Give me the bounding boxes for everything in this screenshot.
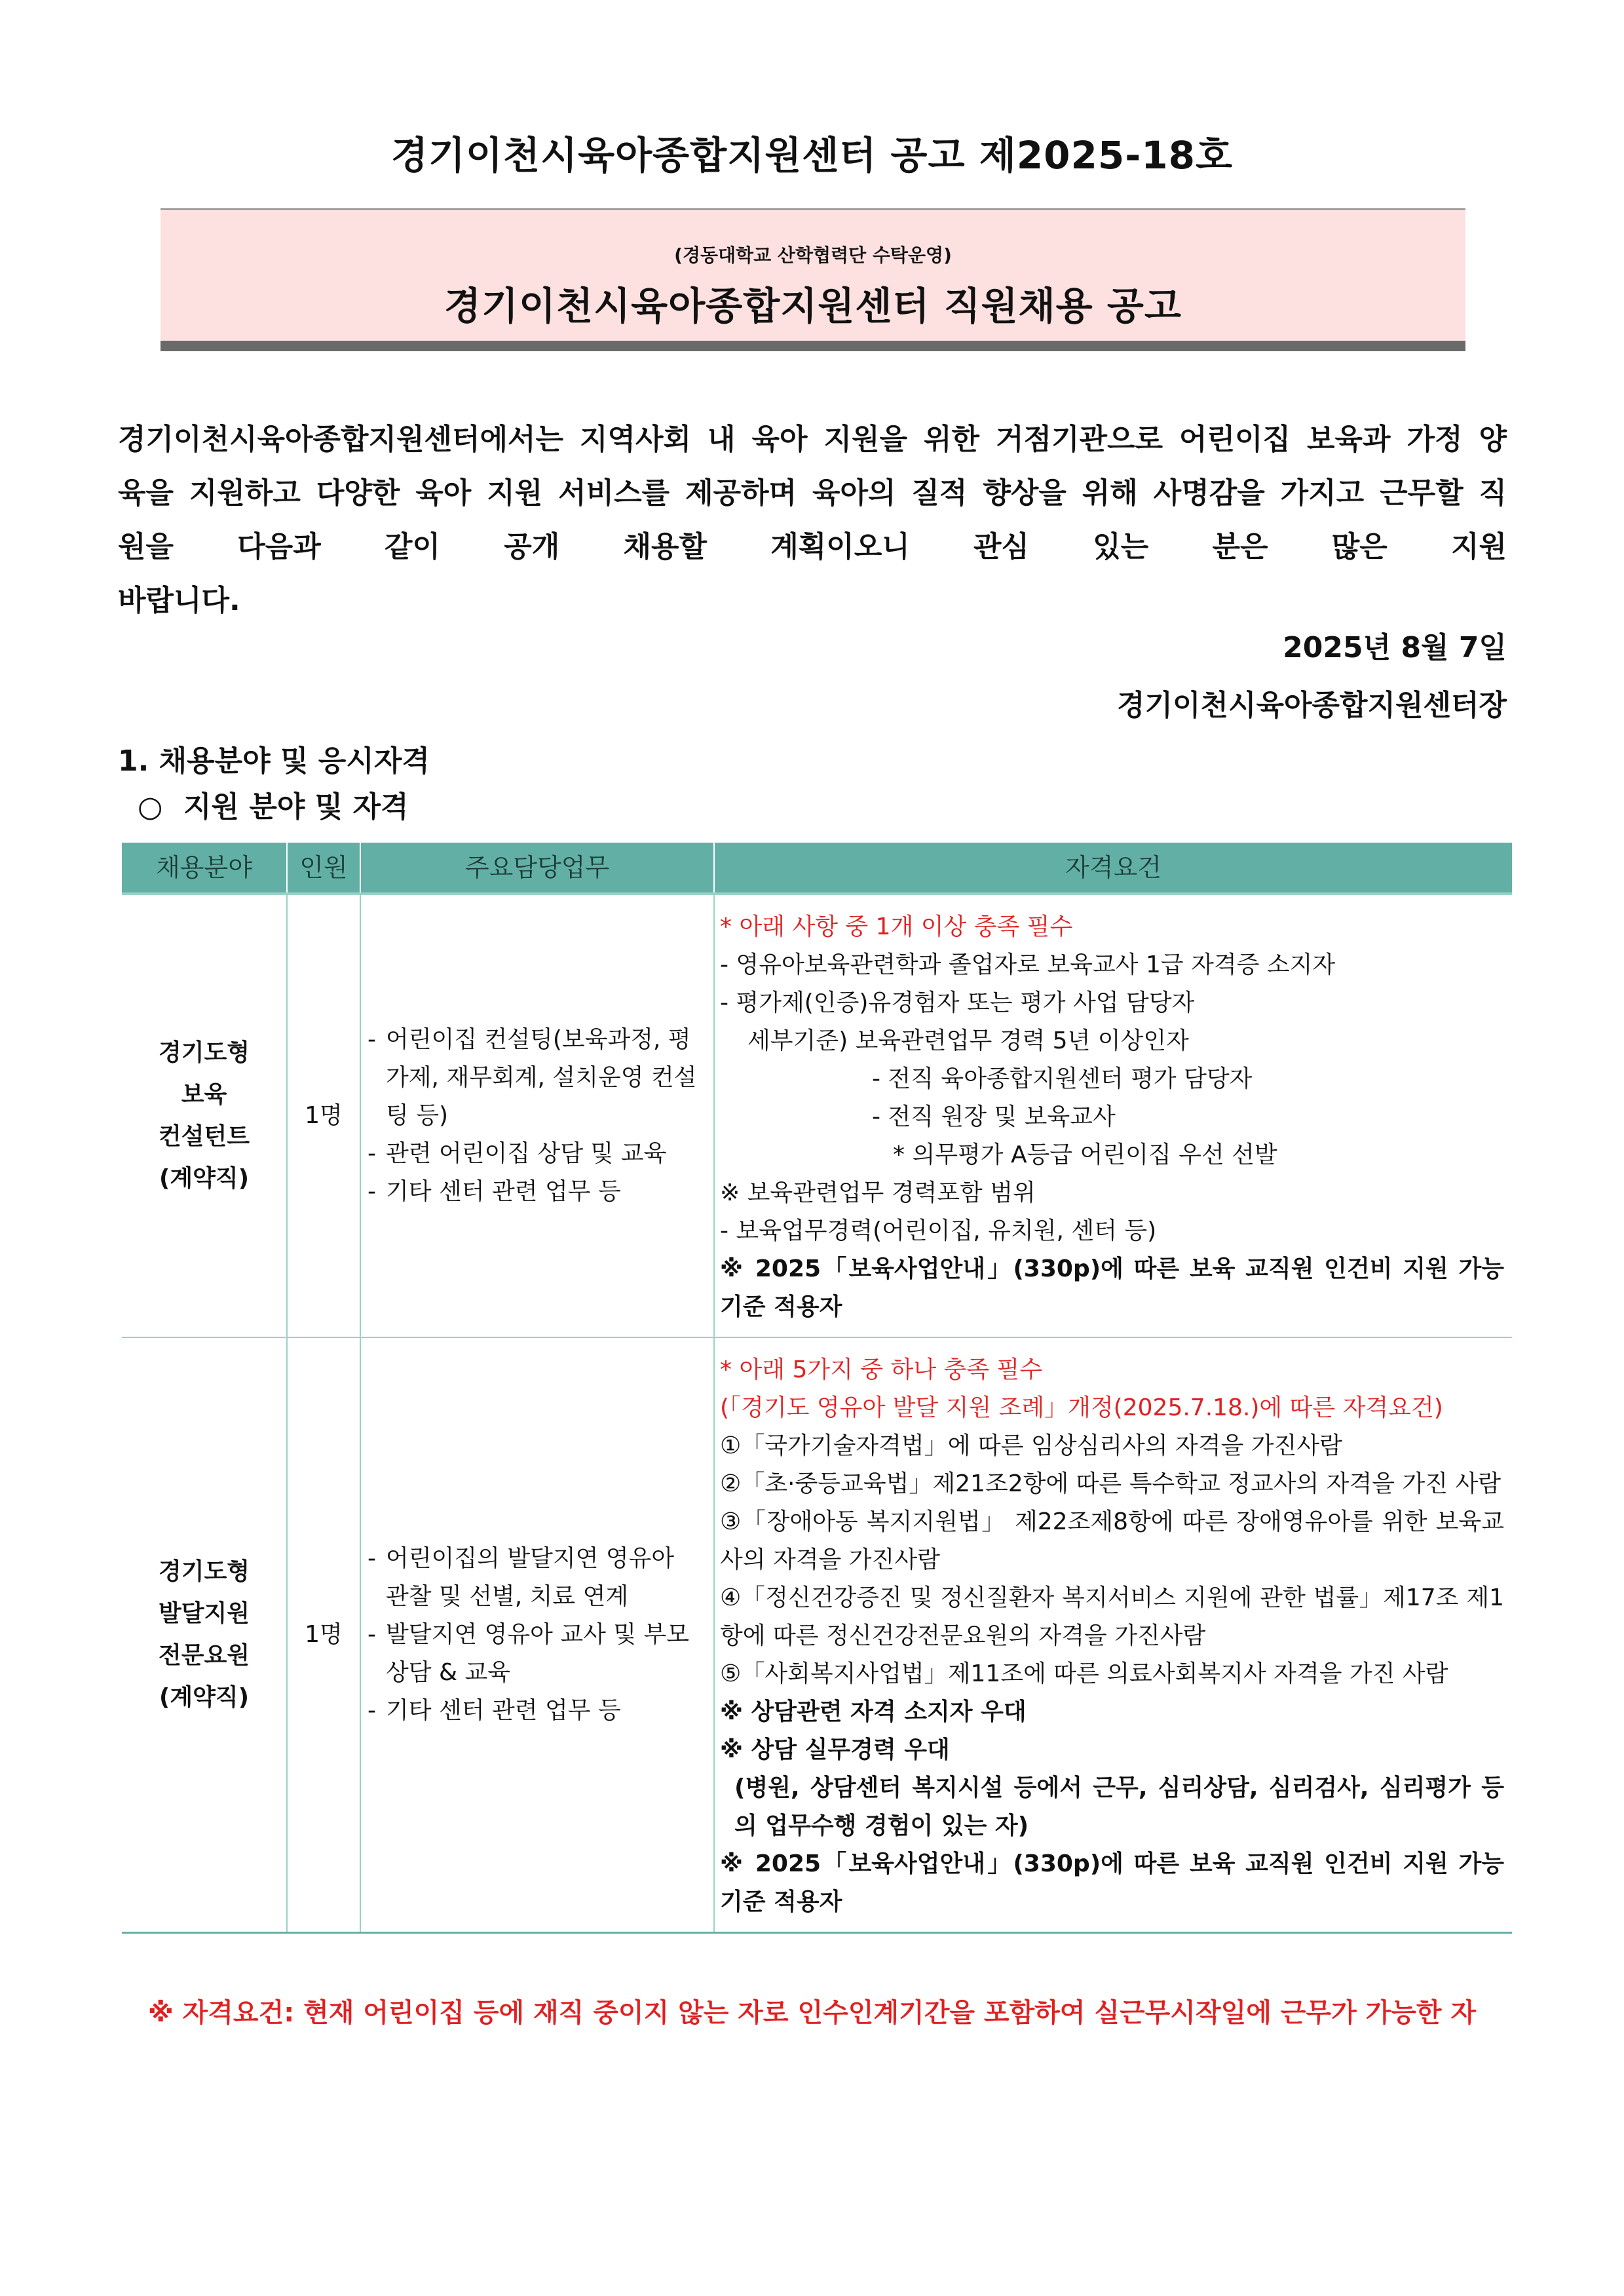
table-header-row: [122, 843, 1512, 894]
section-title: 1. 채용분야 및 응시자격: [118, 744, 430, 778]
duties-cell: [360, 1337, 714, 1933]
title-box: [161, 208, 1465, 342]
qual-line: ⑤「사회복지사업법」제11조에 따른 의료사회복지사 자격을 가진 사람: [720, 1660, 1448, 1687]
header-duties: 주요담당업무: [360, 843, 714, 894]
qual-line: ※ 상담 실무경력 우대: [720, 1736, 950, 1763]
qualification-table: [122, 843, 1512, 1934]
qual-line: * 아래 5가지 중 하나 충족 필수: [720, 1356, 1043, 1383]
duty-item: - 어린이집의 발달지연 영유아 관찰 및 선별, 치료 연계: [386, 1540, 704, 1616]
qual-line: - 전직 육아종합지원센터 평가 담당자: [872, 1065, 1253, 1092]
duty-item: - 관련 어린이집 상담 및 교육: [386, 1135, 704, 1173]
qual-line: 세부기준) 보육관련업무 경력 5년 이상인자: [747, 1027, 1189, 1054]
circle-bullet-icon: ○: [138, 790, 163, 824]
qual-line: ①「국가기술자격법」에 따른 임상심리사의 자격을 가진사람: [720, 1432, 1342, 1459]
qual-line: ②「초·중등교육법」제21조2항에 따른 특수학교 정교사의 자격을 가진 사람: [720, 1470, 1501, 1497]
qual-line: ※ 보육관련업무 경력포함 범위: [720, 1179, 1036, 1206]
field-cell: 경기도형 보육 컨설턴트 (계약직): [122, 894, 287, 1337]
table-row: [122, 894, 1512, 1337]
duty-item: - 어린이집 컨설팅(보육과정, 평가제, 재무회계, 설치운영 컨설팅 등): [386, 1021, 704, 1135]
header-field: 채용분야: [122, 843, 287, 894]
intro-paragraph: 경기이천시육아종합지원센터에서는 지역사회 내 육아 지원을 위한 거점기관으로 어린이집 보육과 가정 양육을 지원하고 다양한 육아 지원 서비스를 제공하며 육아의 질적 향상을 위해 사명감을 가지고 근무할 직원을 다음과 같이 공개 채용할 계획이오니 관심 있는 분은 많은 지원: [118, 423, 1507, 564]
duty-item: - 기타 센터 관련 업무 등: [386, 1692, 704, 1730]
field-cell: 경기도형 발달지원 전문요원 (계약직): [122, 1337, 287, 1933]
eligibility-footnote: ※ 자격요건: 현재 어린이집 등에 재직 중이지 않는 자로 인수인계기간을 포함하여 실근무시작일에 근무가 가능한 자: [147, 1998, 1477, 2028]
qual-line: (「경기도 영유아 발달 지원 조례」개정(2025.7.18.)에 따른 자격요건): [720, 1394, 1443, 1421]
duty-item: - 기타 센터 관련 업무 등: [386, 1173, 704, 1211]
recruitment-title: 경기이천시육아종합지원센터 직원채용 공고: [444, 284, 1182, 328]
qual-line: ③「장애아동 복지지원법」 제22조제8항에 따른 장애영유아를 위한 보육교사의 자격을 가진사람: [720, 1508, 1504, 1573]
qual-line: (병원, 상담센터 복지시설 등에서 근무, 심리상담, 심리검사, 심리평가 등의 업무수행 경험이 있는 자): [734, 1774, 1504, 1839]
subsection-title: [138, 783, 408, 825]
qual-line: - 전직 원장 및 보육교사: [872, 1103, 1116, 1130]
notice-signer: 경기이천시육아종합지원센터장: [1116, 689, 1507, 722]
intro-paragraph-end: 바랍니다.: [118, 584, 240, 617]
subsection-label: 지원 분야 및 자격: [183, 790, 409, 824]
qual-line: - 영유아보육관련학과 졸업자로 보육교사 1급 자격증 소지자: [720, 951, 1336, 978]
qual-line: ※ 상담관련 자격 소지자 우대: [720, 1698, 1027, 1725]
header-count: 인원: [287, 843, 360, 894]
qual-line: - 평가제(인증)유경험자 또는 평가 사업 담당자: [720, 989, 1195, 1016]
operator-note: (경동대학교 산학협력단 수탁운영): [674, 244, 952, 266]
count-cell: 1명: [287, 894, 360, 1337]
count-cell: 1명: [287, 1337, 360, 1933]
table-row: [122, 1337, 1512, 1933]
qual-line: * 아래 사항 중 1개 이상 충족 필수: [720, 913, 1073, 940]
notice-number: 경기이천시육아종합지원센터 공고 제2025-18호: [390, 133, 1234, 178]
qual-line: ※ 2025「보육사업안내」(330p)에 따른 보육 교직원 인건비 지원 가능 기준 적용자: [720, 1850, 1504, 1915]
duty-item: - 발달지연 영유아 교사 및 부모 상담 & 교육: [386, 1616, 704, 1692]
qualifications-cell: [714, 1337, 1512, 1933]
title-box-underline: [161, 341, 1465, 351]
notice-date: 2025년 8월 7일: [1283, 631, 1507, 664]
header-qualifications: 자격요건: [714, 843, 1512, 894]
qualifications-cell: [714, 894, 1512, 1337]
qual-line: - 보육업무경력(어린이집, 유치원, 센터 등): [720, 1217, 1157, 1244]
qual-line: ④「정신건강증진 및 정신질환자 복지서비스 지원에 관한 법률」제17조 제1항에 따른 정신건강전문요원의 자격을 가진사람: [720, 1584, 1504, 1649]
qual-line: * 의무평가 A등급 어린이집 우선 선발: [893, 1141, 1277, 1168]
qual-line: ※ 2025「보육사업안내」(330p)에 따른 보육 교직원 인건비 지원 가능 기준 적용자: [720, 1255, 1504, 1320]
duties-cell: [360, 894, 714, 1337]
